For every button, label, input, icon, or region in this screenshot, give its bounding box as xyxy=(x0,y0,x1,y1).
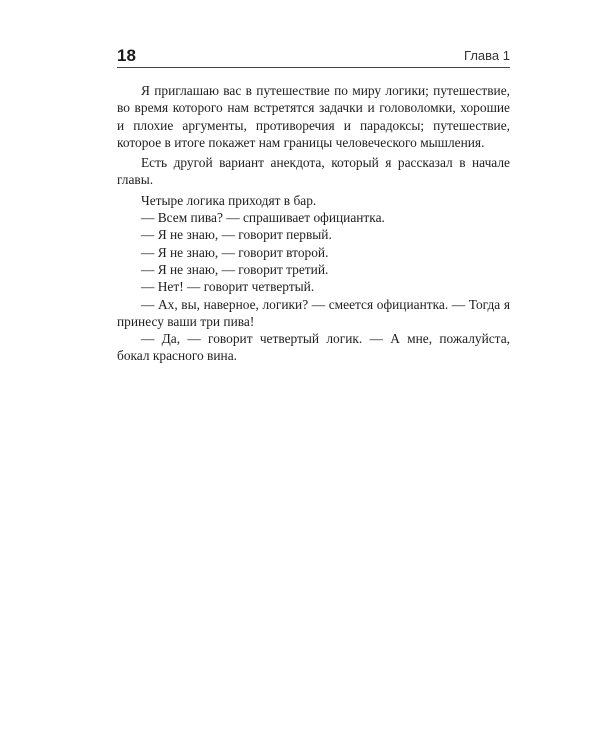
dialogue-line: — Я не знаю, — говорит третий. xyxy=(141,261,329,277)
page-header xyxy=(117,46,510,66)
paragraph-intro: Я приглашаю вас в путешествие по миру логики; путешествие, во время которого нам встретятся задачки и головоломки, хорошие и плохие аргументы, противоречия и парадоксы; путешествие, которое в итоге покажет нам границы человеческого мышления. xyxy=(117,83,510,150)
dialogue-line: — Да, — говорит четвертый логик. — А мне, пожалуйста, бокал красного вина. xyxy=(117,331,510,364)
dialogue-line: — Я не знаю, — говорит первый. xyxy=(141,227,332,243)
body-text xyxy=(117,82,510,365)
paragraph-joke-setup: Четыре логика приходят в бар. xyxy=(141,192,317,208)
dialogue-line: — Всем пива? — спрашивает официантка. xyxy=(141,210,385,226)
header-divider xyxy=(117,67,510,68)
dialogue-line: — Нет! — говорит четвертый. xyxy=(141,279,315,295)
dialogue-line: — Ах, вы, наверное, логики? — смеется официантка. — Тогда я принесу ваши три пива! xyxy=(117,296,510,329)
page-number: 18 xyxy=(117,46,136,65)
chapter-title: Глава 1 xyxy=(464,48,510,63)
dialogue-line: — Я не знаю, — говорит второй. xyxy=(141,244,329,260)
paragraph-joke-intro: Есть другой вариант анекдота, который я рассказал в начале главы. xyxy=(117,155,510,188)
